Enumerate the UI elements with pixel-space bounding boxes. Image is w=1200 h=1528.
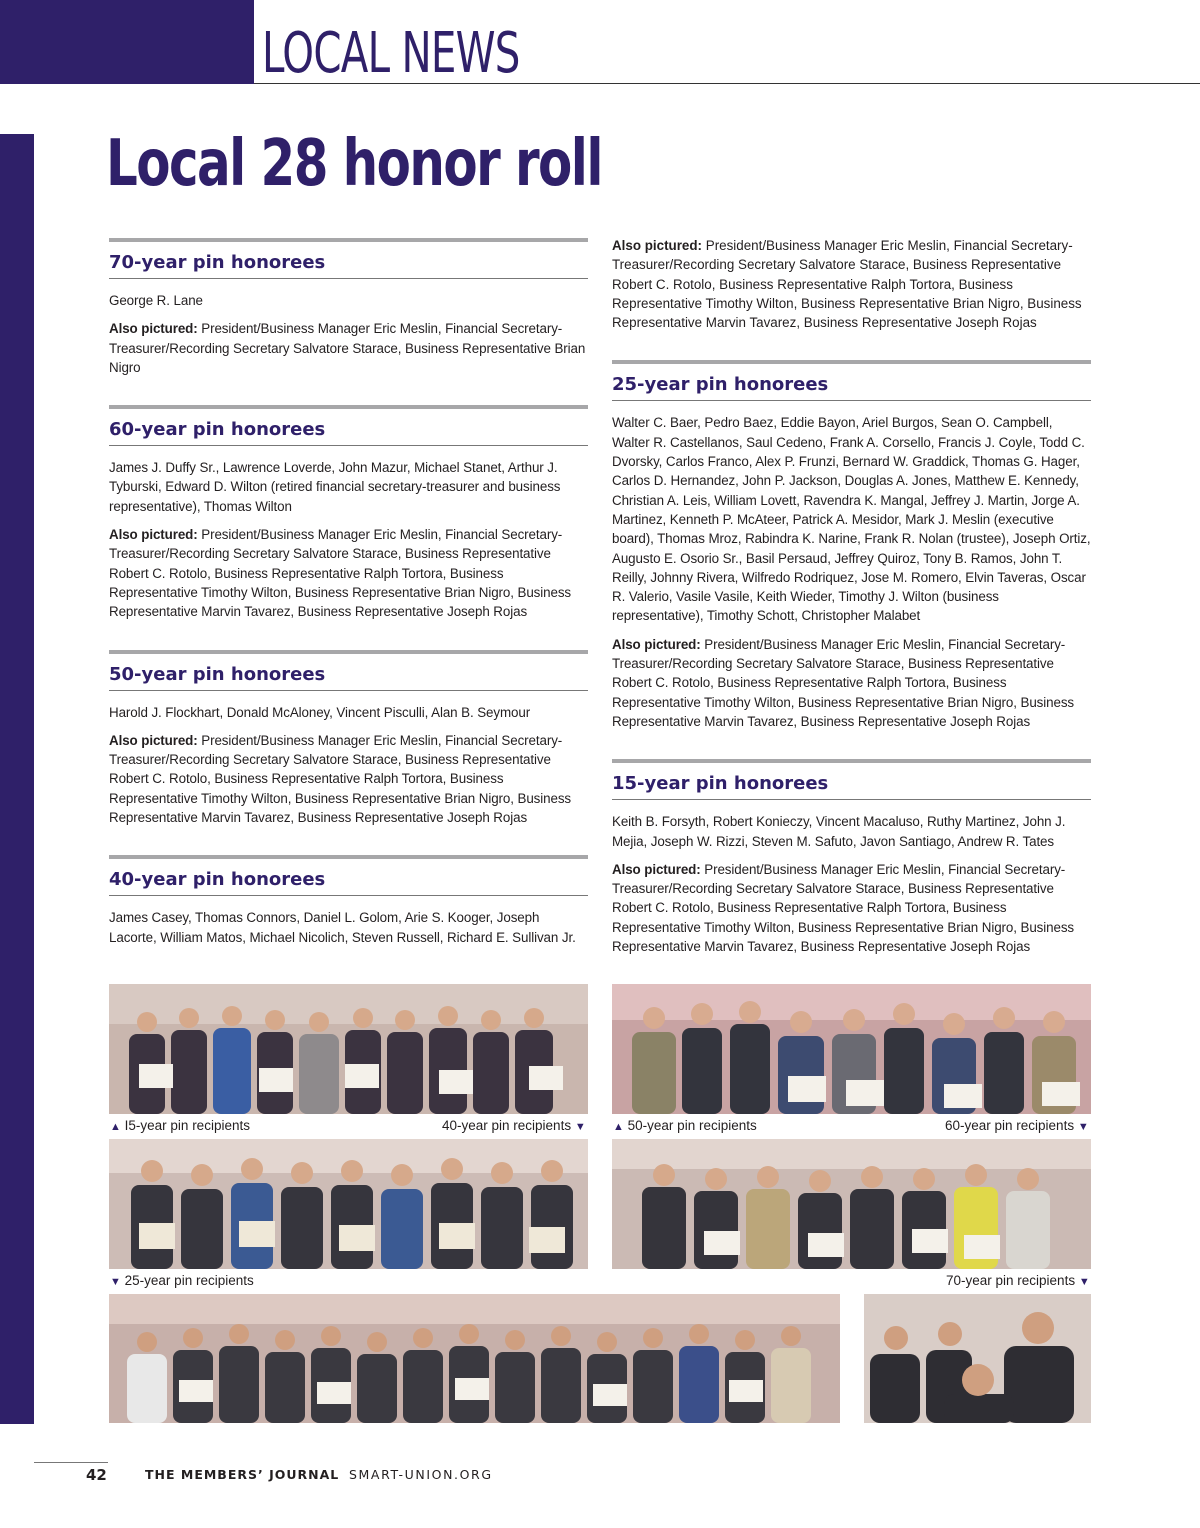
- caption-40-year: [442, 1117, 586, 1136]
- honoree-names: Harold J. Flockhart, Donald McAloney, Vincent Pisculli, Alan B. Seymour: [109, 704, 531, 720]
- honoree-names: Walter C. Baer, Pedro Baez, Eddie Bayon, Ariel Burgos, Sean O. Campbell, Walter R. Castellanos, Saul Cedeno, Frank A. Corsello, Francis J. Coyle, Todd C. Dvorsky, Carlos Franco, Alex P. Frunzi, Bernard W. Graddick, Thomas G. Hager, Carlos D. Hernandez, John P. Jackson, Douglas A. Jones, Matthew E. Kennedy, Christian A. Leis, William Lovett, Ravendra K. Mangal, Jeffrey J. Martin, Jorge A. Martinez, Kenneth P. McAteer, Patrick A. Mesidor, Mark J. Meslin (executive board), Thomas Mroz, Rabindra K. Narine, Frank R. Nolan (trustee), Joseph Ortiz, Augusto E. Osorio Sr., Basil Persaud, Jeffrey Quiroz, Tony B. Ramos, John T. Reilly, Johnny Rivera, Wilfredo Rodriquez, Jose M. Romero, Elvin Taveras, Oscar R. Valerio, Vasile Vasile, Keith Wieder, Timothy J. Wilton (business representative), Timothy Schott, Christopher Malabet: [612, 415, 1091, 624]
- caption-15-year: [110, 1117, 250, 1136]
- section-heading: 15-year pin honorees: [612, 763, 1091, 800]
- footer-rule: [34, 1462, 108, 1463]
- also-pictured: [109, 525, 588, 621]
- also-pictured-label: Also pictured:: [612, 238, 703, 253]
- photo-60-year: [612, 1139, 1091, 1269]
- caption-25-year: [110, 1272, 254, 1291]
- section-heading: 50-year pin honorees: [109, 654, 588, 691]
- photo-70-year: [864, 1294, 1091, 1423]
- section-heading: 60-year pin honorees: [109, 409, 588, 446]
- photo-40-year: [109, 1139, 588, 1269]
- also-pictured-text: President/Business Manager Eric Meslin, Financial Secretary-Treasurer/Recording Secretary Salvatore Starace, Business Representative Robert C. Rotolo, Business Representative Ralph Tortora, Business Representative Timothy Wilton, Business Representative Brian Nigro, Business Representative Marvin Tavarez, Business Representative Joseph Rojas: [612, 636, 1075, 729]
- caption-text: 25-year pin recipients: [124, 1273, 254, 1288]
- also-pictured-text: President/Business Manager Eric Meslin, Financial Secretary-Treasurer/Recording Secretary Salvatore Starace, Business Representative Robert C. Rotolo, Business Representative Ralph Tortora, Business Representative Timothy Wilton, Business Representative Brian Nigro, Business Representative Marvin Tavarez, Business Representative Joseph Rojas: [612, 861, 1075, 955]
- site-url: SMART-UNION.ORG: [349, 1467, 493, 1482]
- section-label-light: NEWS: [401, 21, 520, 86]
- caption-text: 40-year pin recipients: [442, 1118, 572, 1133]
- also-pictured-label: Also pictured:: [109, 321, 198, 337]
- section-label: [262, 22, 520, 86]
- also-pictured-label: Also pictured:: [612, 636, 701, 652]
- honoree-names: James Casey, Thomas Connors, Daniel L. Golom, Arie S. Kooger, Joseph Lacorte, William Matos, Michael Nicolich, Steven Russell, Richard E. Sullivan Jr.: [109, 910, 576, 945]
- also-pictured: [109, 731, 588, 827]
- also-pictured: [109, 319, 588, 377]
- also-pictured: [612, 860, 1091, 956]
- honoree-section-70: [109, 238, 588, 377]
- page-number: 42: [86, 1466, 107, 1484]
- down-triangle-icon: ▼: [1078, 1276, 1090, 1288]
- also-pictured-text: President/Business Manager Eric Meslin, Financial Secretary-Treasurer/Recording Secretary Salvatore Starace, Business Representative Robert C. Rotolo, Business Representative Ralph Tortora, Business Representative Timothy Wilton, Business Representative Brian Nigro, Business Representative Marvin Tavarez, Business Representative Joseph Rojas: [109, 527, 572, 620]
- also-pictured: [612, 635, 1091, 731]
- honoree-names: Keith B. Forsyth, Robert Konieczy, Vincent Macaluso, Ruthy Martinez, John J. Mejia, Joseph W. Rizzi, Steven M. Safuto, Javon Santiago, Andrew R. Tates: [612, 814, 1066, 849]
- also-pictured-label: Also pictured:: [612, 861, 701, 877]
- down-triangle-icon: ▼: [574, 1121, 586, 1133]
- page-title: Local 28 honor roll: [106, 127, 602, 201]
- caption-text: 50-year pin recipients: [627, 1118, 757, 1133]
- down-triangle-icon: ▼: [1077, 1121, 1089, 1133]
- honoree-section-25: [612, 360, 1091, 731]
- section-heading: 40-year pin honorees: [109, 859, 588, 896]
- caption-text: I5-year pin recipients: [124, 1118, 250, 1133]
- left-column: [109, 238, 588, 975]
- caption-text: 60-year pin recipients: [945, 1118, 1075, 1133]
- photo-25-year: [109, 1294, 840, 1423]
- section-label-bold: LOCAL: [262, 21, 390, 86]
- header-color-block: [0, 0, 254, 84]
- caption-60-year: [945, 1117, 1089, 1136]
- photo-50-year: [612, 984, 1091, 1114]
- honoree-names: James J. Duffy Sr., Lawrence Loverde, John Mazur, Michael Stanet, Arthur J. Tyburski, Edward D. Wilton (retired financial secretary-treasurer and business representative), Thomas Wilton: [109, 460, 561, 514]
- up-triangle-icon: ▲: [110, 1121, 121, 1133]
- caption-70-year: [946, 1272, 1090, 1291]
- journal-name: THE MEMBERS’ JOURNAL: [145, 1467, 340, 1482]
- also-pictured-text: President/Business Manager Eric Meslin, Financial Secretary-Treasurer/Recording Secretary Salvatore Starace, Business Representative Robert C. Rotolo, Business Representative Ralph Tortora, Business Representative Timothy Wilton, Business Representative Brian Nigro, Business Representative Marvin Tavarez, Business Representative Joseph Rojas: [109, 732, 572, 826]
- also-pictured-label: Also pictured:: [109, 732, 198, 748]
- honoree-section-40: [109, 855, 588, 947]
- photo-15-year: [109, 984, 588, 1114]
- section-heading: 25-year pin honorees: [612, 364, 1091, 401]
- down-triangle-icon: ▼: [110, 1276, 121, 1288]
- honoree-section-50: [109, 650, 588, 828]
- section-heading: 70-year pin honorees: [109, 242, 588, 279]
- also-pictured-label: Also pictured:: [109, 527, 198, 543]
- side-color-bar: [0, 134, 34, 1424]
- honoree-section-15: [612, 759, 1091, 956]
- also-pictured: [612, 236, 1091, 332]
- honoree-section-60: [109, 405, 588, 621]
- honoree-names: George R. Lane: [109, 293, 203, 308]
- caption-50-year: [613, 1117, 757, 1136]
- right-column: [612, 236, 1091, 984]
- caption-text: 70-year pin recipients: [946, 1273, 1076, 1288]
- up-triangle-icon: ▲: [613, 1121, 624, 1133]
- also-pictured-text: President/Business Manager Eric Meslin, Financial Secretary-Treasurer/Recording Secretary Salvatore Starace, Business Representative Robert C. Rotolo, Business Representative Ralph Tortora, Business Representative Timothy Wilton, Business Representative Brian Nigro, Business Representative Marvin Tavarez, Business Representative Joseph Rojas: [612, 238, 1082, 331]
- also-pictured-text: President/Business Manager Eric Meslin, Financial Secretary-Treasurer/Recording Secretary Salvatore Starace, Business Representative Brian Nigro: [109, 321, 586, 375]
